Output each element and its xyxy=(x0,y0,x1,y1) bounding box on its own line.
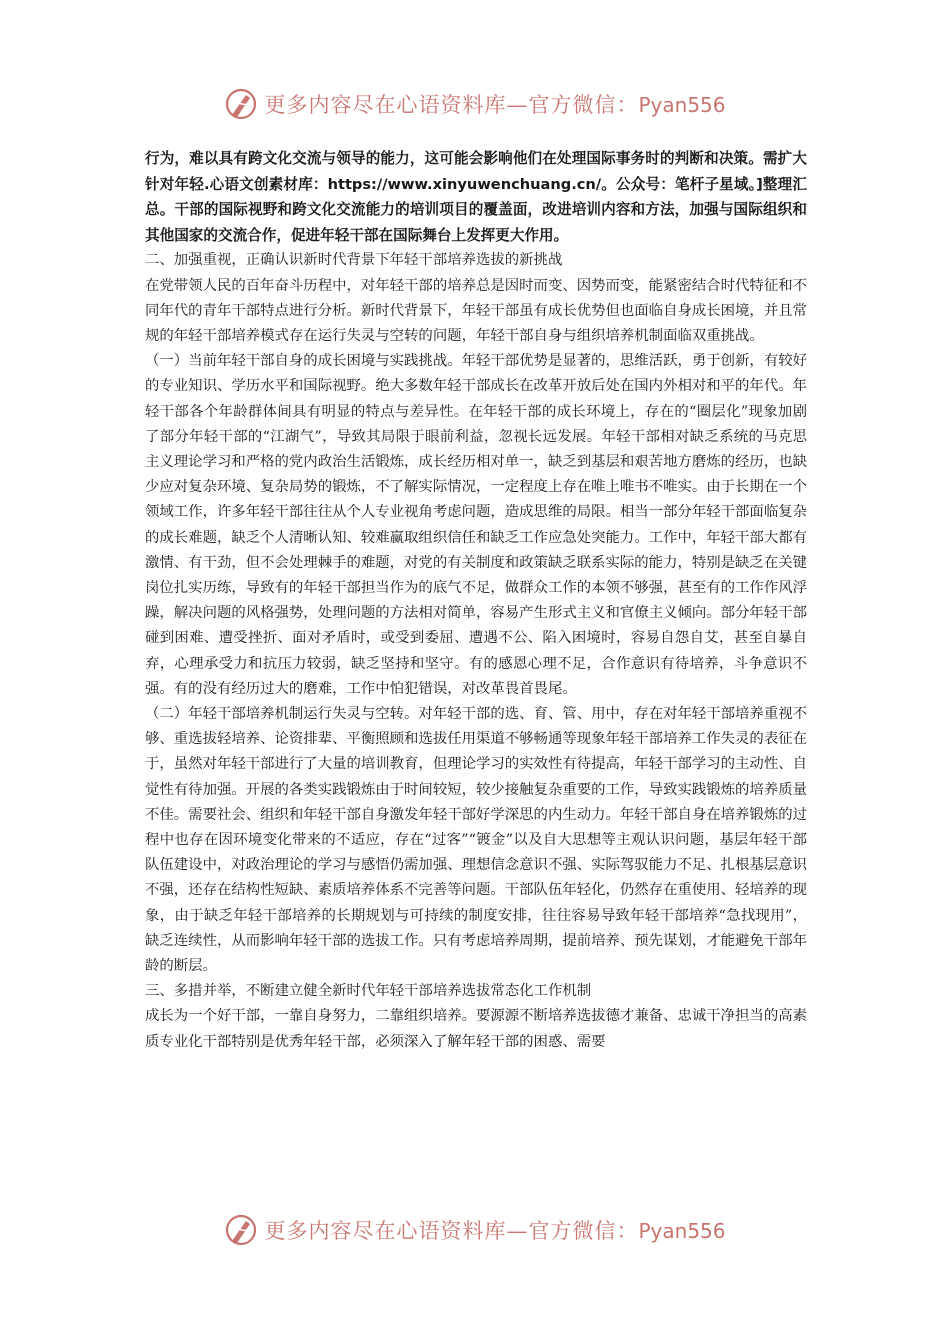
banner-text: 更多内容尽在心语资料库—官方微信：Pyan556 xyxy=(264,1219,726,1243)
section-heading: 三、多措并举，不断建立健全新时代年轻干部培养选拔常态化工作机制 xyxy=(145,983,592,1000)
section-heading: 二、加强重视，正确认识新时代背景下年轻干部培养选拔的新挑战 xyxy=(145,252,563,269)
logo-icon xyxy=(224,87,258,121)
paragraph: （二）年轻干部培养机制运行失灵与空转。对年轻干部的选、育、管、用中，存在对年轻干部培养重视不够、重选拔轻培养、论资排辈、平衡照顾和选拔任用渠道不够畅通等现象年轻干部培养工作失灵的表征在于，虽然对年轻干部进行了大量的培训教育，但理论学习的实效性有待提高，年轻干部学习的主动性、自觉性有待加强。开展的各类实践锻炼由于时间较短，较少接触复杂重要的工作，导致实践锻炼的培养质量不佳。需要社会、组织和年轻干部自身激发年轻干部好学深思的内生动力。年轻干部自身在培养锻炼的过程中也存在因环境变化带来的不适应，存在“过客”“镀金”以及自大思想等主观认识问题，基层年轻干部队伍建设中，对政治理论的学习与感悟仍需加强、理想信念意识不强、实际驾驭能力不足、扎根基层意识不强，还存在结构性短缺、素质培养体系不完善等问题。干部队伍年轻化，仍然存在重使用、轻培养的现象，由于缺乏年轻干部培养的长期规划与可持续的制度安排，往往容易导致年轻干部培养“急找现用”，缺乏连续性，从而影响年轻干部的选拔工作。只有考虑培养周期，提前培养、预先谋划，才能避免干部年龄的断层。 xyxy=(145,706,807,975)
paragraph: 在党带领人民的百年奋斗历程中，对年轻干部的培养总是因时而变、因势而变，能紧密结合时代特征和不同年代的青年干部特点进行分析。新时代背景下，年轻干部虽有成长优势但也面临自身成长困境，并且常规的年轻干部培养模式存在运行失灵与空转的问题，年轻干部自身与组织培养机制面临双重挑战。 xyxy=(145,277,807,344)
document-body xyxy=(145,146,807,1055)
paragraph: （一）当前年轻干部自身的成长困境与实践挑战。年轻干部优势是显著的，思维活跃，勇于创新，有较好的专业知识、学历水平和国际视野。绝大多数年轻干部成长在改革开放后处在国内外相对和平的年代。年轻干部各个年龄群体间具有明显的特点与差异性。在年轻干部的成长环境上，存在的“圈层化”现象加剧了部分年轻干部的“江湖气”，导致其局限于眼前利益，忽视长远发展。年轻干部相对缺乏系统的马克思主义理论学习和严格的党内政治生活锻炼，成长经历相对单一，缺乏到基层和艰苦地方磨炼的经历，也缺少应对复杂环境、复杂局势的锻炼，不了解实际情况，一定程度上存在唯上唯书不唯实。由于长期在一个领域工作，许多年轻干部往往从个人专业视角考虑问题，造成思维的局限。相当一部分年轻干部面临复杂的成长难题，缺乏个人清晰认知、较难赢取组织信任和缺乏工作应急处突能力。工作中，年轻干部大都有激情、有干劲，但不会处理棘手的难题，对党的有关制度和政策缺乏联系实际的能力，特别是缺乏在关键岗位扎实历练，导致有的年轻干部担当作为的底气不足，做群众工作的本领不够强，甚至有的工作作风浮躁，解决问题的风格强势，处理问题的方法相对简单，容易产生形式主义和官僚主义倾向。部分年轻干部碰到困难、遭受挫折、面对矛盾时，或受到委屈、遭遇不公、陷入困境时，容易自怨自艾，甚至自暴自弃，心理承受力和抗压力较弱，缺乏坚持和坚守。有的感恩心理不足，合作意识有待培养，斗争意识不强。有的没有经历过大的磨难，工作中怕犯错误，对改革畏首畏尾。 xyxy=(145,353,807,697)
header-banner xyxy=(0,84,950,124)
logo-icon xyxy=(224,1213,258,1247)
banner-text: 更多内容尽在心语资料库—官方微信：Pyan556 xyxy=(264,93,726,117)
paragraph: 行为，难以具有跨文化交流与领导的能力，这可能会影响他们在处理国际事务时的判断和决策。需扩大针对年轻.心语文创素材库：https://www.xinyuwenchuang.cn/。公众号：笔杆子星域。]整理汇总。干部的国际视野和跨文化交流能力的培训项目的覆盖面，改进培训内容和方法，加强与国际组织和其他国家的交流合作，促进年轻干部在国际舞台上发挥更大作用。 xyxy=(145,150,807,244)
footer-banner xyxy=(0,1210,950,1250)
paragraph: 成长为一个好干部，一靠自身努力，二靠组织培养。要源源不断培养选拔德才兼备、忠诚干净担当的高素质专业化干部特别是优秀年轻干部，必须深入了解年轻干部的困惑、需要 xyxy=(145,1008,807,1050)
